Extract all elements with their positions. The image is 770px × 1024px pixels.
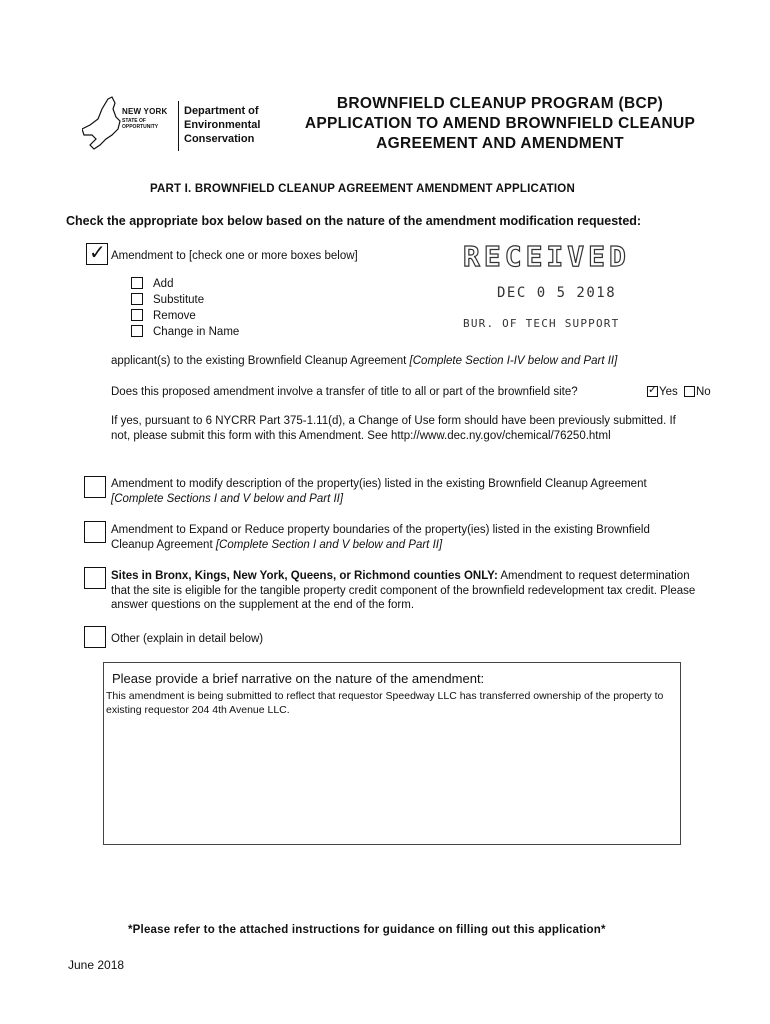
form-title: BROWNFIELD CLEANUP PROGRAM (BCP) APPLICATION TO AMEND BROWNFIELD CLEANUP AGREEMENT AND AMENDMENT [304,95,696,152]
department-name: Department of Environmental Conservation [184,105,261,145]
narrative-box[interactable] [103,662,681,845]
transfer-question: Does this proposed amendment involve a transfer of title to all or part of the brownfield site? [111,386,578,398]
modify-description-checkbox[interactable] [84,476,106,498]
remove-checkbox[interactable] [131,309,143,321]
logo-divider [178,101,179,151]
substitute-checkbox[interactable] [131,293,143,305]
change-in-name-checkbox[interactable] [131,325,143,337]
expand-reduce-label: Amendment to Expand or Reduce property boundaries of the property(ies) listed in the existing Brownfield Cleanup Agreement [Complete Section I and V below and Part II] [111,524,650,551]
transfer-no-checkbox[interactable] [684,386,695,397]
other-checkbox[interactable] [84,626,106,648]
narrative-title: Please provide a brief narrative on the nature of the amendment: [112,671,485,686]
other-label: Other (explain in detail below) [111,633,264,645]
sites-nyc-label: Sites in Bronx, Kings, New York, Queens, or Richmond counties ONLY: Amendment to request determination that the site is eligible for the tangible property credit component of the brownfield redevelopment tax credit. Please answer questions on the supplement at the end of the form. [111,570,696,611]
transfer-yes-label: Yes [659,386,678,398]
checkmark-icon: ✓ [648,383,658,396]
dec-logo [82,95,272,155]
modify-description-label: Amendment to modify description of the property(ies) listed in the existing Brownfield Cleanup Agreement [Complete Sections I and V below and Part II] [111,478,647,505]
transfer-no-label: No [696,386,711,398]
form-date: June 2018 [68,958,125,972]
add-label: Add [153,278,174,290]
stamp-date: DEC 0 5 2018 [497,285,617,301]
stamp-bureau: BUR. OF TECH SUPPORT [463,317,620,330]
narrative-text: This amendment is being submitted to reflect that requestor Speedway LLC has transferred ownership of the property to existing requestor 204 4th Avenue LLC. [106,690,664,716]
change-in-name-label: Change in Name [153,326,240,338]
part-heading: PART I. BROWNFIELD CLEANUP AGREEMENT AMENDMENT APPLICATION [150,183,575,195]
checkmark-icon: ✓ [89,240,106,264]
instructions: Check the appropriate box below based on the nature of the amendment modification requested: [66,214,642,228]
amendment-to-checkbox[interactable] [86,240,108,265]
expand-reduce-checkbox[interactable] [84,521,106,543]
applicant-line: applicant(s) to the existing Brownfield Cleanup Agreement [Complete Section I-IV below and Part II] [111,355,618,367]
remove-label: Remove [153,310,196,322]
add-checkbox[interactable] [131,277,143,289]
transfer-yes-checkbox[interactable] [647,383,658,397]
new-york-state-map-icon [82,95,126,151]
ny-logo-word: NEW YORK [122,107,168,116]
ny-logo-subtitle: STATE OF OPPORTUNITY [122,118,159,130]
if-yes-text: If yes, pursuant to 6 NYCRR Part 375-1.11(d), a Change of Use form should have been previously submitted. If not, please submit this form with this Amendment. See http://www.dec.ny.gov/chemical/76250.html [111,415,676,442]
sites-nyc-checkbox[interactable] [84,567,106,589]
substitute-label: Substitute [153,294,205,306]
received-stamp: RECEIVED [463,240,630,273]
footer-note: *Please refer to the attached instructions for guidance on filling out this application* [128,924,606,936]
amendment-to-label: Amendment to [check one or more boxes below] [111,250,358,262]
